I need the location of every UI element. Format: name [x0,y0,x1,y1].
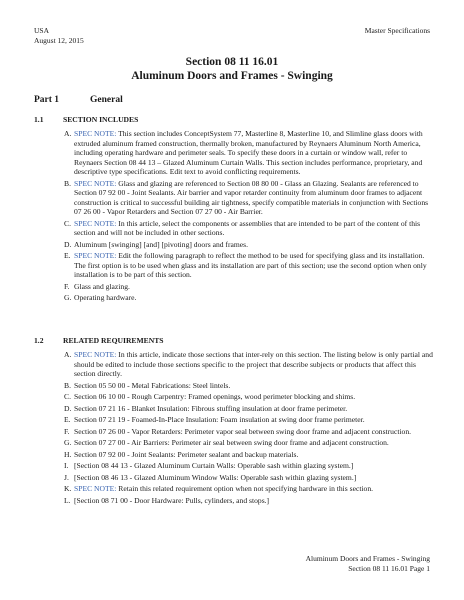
header-country: USA [34,26,50,35]
section-related-requirements [34,336,434,507]
item-text: Glass and glazing. [74,281,130,291]
item-text: Aluminum [swinging] [and] [pivoting] doors and frames. [74,239,248,249]
item-letter: B. [64,380,71,390]
item-text: [Section 08 46 13 - Glazed Aluminum Window Walls: Operable sash within glazing system.] [74,472,357,482]
footer-page: Section 08 11 16.01 Page 1 [348,563,430,573]
spec-note-label: SPEC NOTE: [74,129,117,138]
item-letter: B. [64,178,71,188]
item-letter: G. [64,293,72,302]
item-text: Section 07 21 16 - Blanket Insulation: Fibrous stuffing insulation at door frame perimeter. [74,403,348,413]
item-text: In this article, select the components or assemblies that are intended to be part of the content of this section and will not be included in other sections. [74,218,421,237]
section-heading-text: RELATED REQUIREMENTS [63,336,164,345]
item-letter: E. [64,251,71,260]
list-item [34,251,434,280]
list-item [34,415,434,425]
item-letter: H. [64,449,72,459]
item-text: Edit the following paragraph to reflect the method to be used for specifying glass and its installation. The first option is to be used when glass and its installation are part of this section; use the second option when only installation is to be part of this section. [74,251,427,279]
list-item [34,350,434,379]
section-heading-number: 1.2 [34,336,44,345]
list-item [34,282,434,292]
list-item [34,461,434,471]
item-letter: D. [64,403,72,413]
item-text: Section 07 92 00 - Joint Sealants: Perimeter sealant and backup materials. [74,449,299,459]
page-title [0,56,464,83]
item-letter: A. [64,129,72,138]
header-doc-type: Master Specifications [364,26,430,35]
item-letter: L. [64,495,71,505]
list-item [34,427,434,437]
part-heading [34,95,123,105]
item-text: Section 05 50 00 - Metal Fabrications: Steel lintels. [74,380,231,390]
spec-note-label: SPEC NOTE: [74,178,117,188]
list-item [34,392,434,402]
item-text: Section 07 21 19 - Foamed-In-Place Insulation: Foam insulation at swing door frame perimeter. [74,415,365,424]
item-letter: F. [64,281,70,291]
item-text: [Section 08 44 13 - Glazed Aluminum Curtain Walls: Operable sash within glazing system.] [74,461,354,470]
item-text: [Section 08 71 00 - Door Hardware: Pulls, cylinders, and stops.] [74,495,270,505]
item-text: In this article, indicate those sections that inter-rely on this section. The listing below is only partial and should be edited to include those sections specific to the project that describe subjects or products that affect this section directly. [74,350,433,378]
item-text: This section includes ConceptSystem 77, Masterline 8, Masterline 10, and Slimline glass doors with extruded aluminum framed construction, thermally broken, manufactured by Reynaers Aluminum North America, including operating hardware and perimeter seals. To specify these doors in a curtain or window wall, refer to Reynaers Section 08 44 13 – Glazed Aluminum Curtain Walls. This section includes performance, proprietary, and descriptive type specifications. Edit text to avoid conflicting requirements. [74,129,423,176]
list-item [34,293,434,303]
section-name-title: Aluminum Doors and Frames - Swinging [131,69,333,82]
footer-title: Aluminum Doors and Frames - Swinging [305,554,430,563]
item-text: Section 07 26 00 - Vapor Retarders: Perimeter vapor seal between swing door frame and adjacent construction. [74,426,412,436]
header-date: August 12, 2015 [34,35,84,45]
list-item [34,219,434,238]
part-number: Part 1 [34,95,60,105]
item-letter: I. [64,461,69,470]
list-item [34,381,434,391]
section-heading-number: 1.1 [34,115,44,124]
list-item [34,129,434,177]
spec-note-label: SPEC NOTE: [74,484,117,493]
item-letter: E. [64,415,71,424]
spec-note-label: SPEC NOTE: [74,218,117,228]
item-letter: A. [64,350,72,359]
section-number-title: Section 08 11 16.01 [185,56,279,68]
item-text: Section 07 27 00 - Air Barriers: Perimeter air seal between swing door frame and adjacent construction. [74,438,389,447]
list-item [34,438,434,448]
list-item [34,484,434,494]
part-name: General [90,95,123,105]
item-text: Retain this related requirement option when not specifying hardware in this section. [116,484,374,493]
section-includes [34,115,434,305]
spec-note-label: SPEC NOTE: [74,251,117,260]
item-letter: C. [64,218,71,228]
list-item [34,240,434,250]
item-text: Operating hardware. [74,293,137,302]
section-heading [34,336,434,347]
item-letter: C. [64,392,71,401]
item-letter: J. [64,472,69,482]
section-item-list [34,350,434,505]
list-item [34,496,434,506]
section-heading [34,115,434,126]
section-heading-text: SECTION INCLUDES [63,115,139,124]
list-item [34,179,434,217]
item-text: Section 06 10 00 - Rough Carpentry: Framed openings, wood perimeter blocking and shims. [74,392,356,401]
page-footer [306,554,430,573]
item-letter: K. [64,484,72,493]
item-letter: F. [64,426,70,436]
section-item-list [34,129,434,303]
list-item [34,450,434,460]
list-item [34,473,434,483]
spec-note-label: SPEC NOTE: [74,350,117,359]
list-item [34,404,434,414]
item-letter: D. [64,239,72,249]
item-text: Glass and glazing are referenced to Section 08 80 00 - Glass an Glazing. Sealants are referenced to Section 07 92 00 - Joint Sealants. Air barrier and vapor retarder continuity from aluminum door frames to adjacent construction is critical to successful building air tightness, specify compatible materials in conjunction with Sections 07 26 00 - Vapor Retarders and Section 07 27 00 - Air Barrier. [74,178,429,216]
item-letter: G. [64,438,72,447]
page-header [34,26,430,45]
